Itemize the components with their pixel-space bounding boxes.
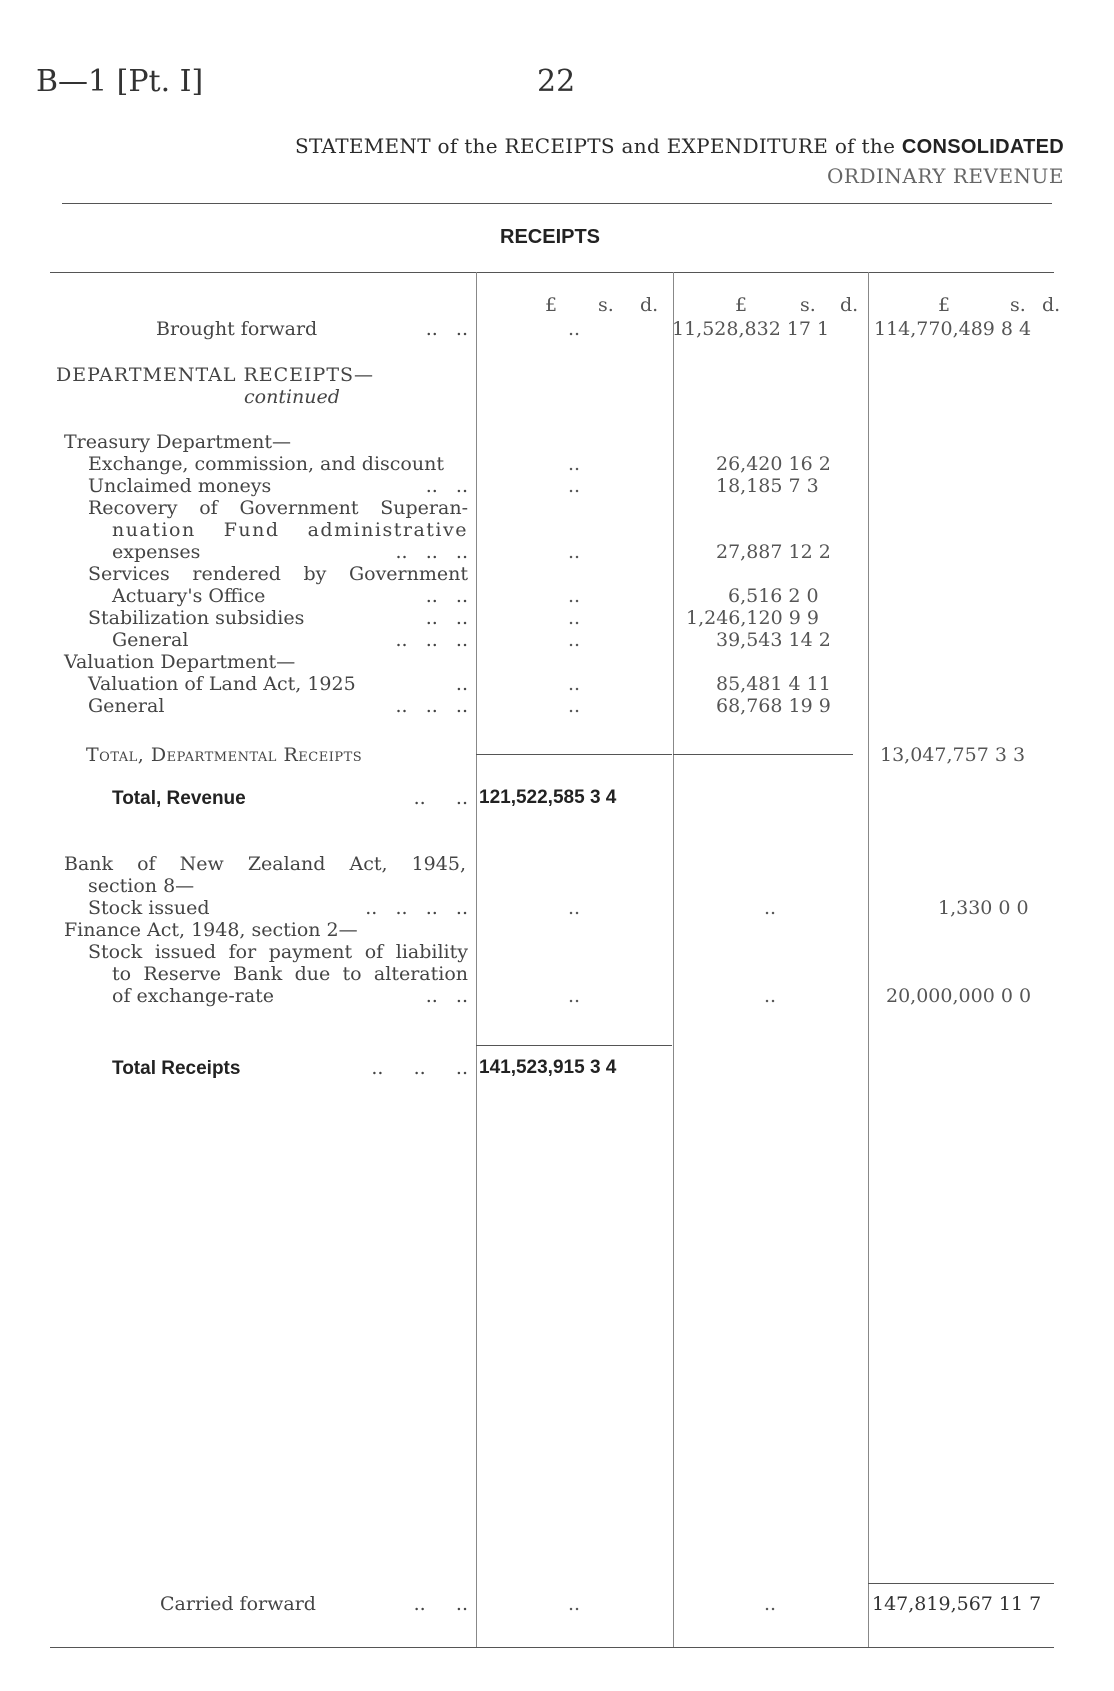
row-label	[88, 673, 468, 695]
carried-forward-label: Carried forward	[160, 1593, 316, 1615]
total-receipts-col1: 141,523,915 3 4	[479, 1057, 617, 1078]
col3-shilling-header: s.	[1010, 294, 1026, 316]
carried-forward-col3: 147,819,567 11 7	[872, 1593, 1042, 1615]
bank-act-line1: Bank of New Zealand Act, 1945,	[64, 853, 466, 875]
unclaimed-col1: ..	[568, 475, 581, 497]
stock-payment-col2: ..	[764, 985, 777, 1007]
carried-forward-col2: ..	[764, 1593, 777, 1615]
recovery-label-line2: nuation Fund administrative	[112, 519, 468, 541]
brought-forward-col2: 11,528,832 17 1	[672, 318, 830, 340]
valuation-land-col2: 85,481 4 11	[716, 673, 831, 695]
stock-payment-col1: ..	[568, 985, 581, 1007]
stock-payment-line2: to Reserve Bank due to alteration	[112, 963, 468, 985]
services-label-line1: Services rendered by Government	[88, 563, 468, 585]
leader-dots: .. ..	[425, 318, 468, 340]
row-label	[112, 787, 468, 810]
title-rule	[62, 203, 1052, 204]
column-divider-2	[673, 272, 674, 1647]
page-number: 22	[537, 64, 576, 99]
leader-dots: .. ..	[425, 985, 468, 1007]
general-treasury-col2: 39,543 14 2	[716, 629, 831, 651]
leader-dots: .. ..	[425, 585, 468, 607]
leader-dots: .. ..	[413, 787, 468, 809]
stabilization-col1: ..	[568, 607, 581, 629]
statement-title	[295, 134, 1064, 159]
row-label	[112, 629, 468, 651]
total-departmental-label: Total, Departmental Receipts	[86, 744, 363, 766]
row-label	[88, 475, 468, 497]
leader-dots: .. ..	[425, 607, 468, 629]
unclaimed-col2: 18,185 7 3	[716, 475, 819, 497]
stock-payment-line3: of exchange-rate	[112, 985, 275, 1007]
leader-dots: .. .. ..	[395, 629, 468, 651]
statement-subtitle: ORDINARY REVENUE	[827, 164, 1064, 188]
total-receipts-label: Total Receipts	[112, 1058, 241, 1079]
carried-forward-col1: ..	[568, 1593, 581, 1615]
document-reference: B—1 [Pt. I]	[36, 64, 204, 99]
subtotal-rule-col1	[476, 754, 672, 755]
leader-dots: ..	[455, 673, 468, 695]
services-col1: ..	[568, 585, 581, 607]
column-divider-1	[476, 272, 477, 1647]
treasury-heading: Treasury Department—	[64, 431, 291, 453]
row-label	[88, 607, 468, 629]
stabilization-col2: 1,246,120 9 9	[686, 607, 819, 629]
row-label	[88, 897, 468, 919]
general-valuation-label: General	[88, 695, 165, 717]
services-col2: 6,516 2 0	[728, 585, 819, 607]
general-treasury-col1: ..	[568, 629, 581, 651]
finance-act-heading: Finance Act, 1948, section 2—	[64, 919, 358, 941]
brought-forward-col1: ..	[568, 318, 581, 340]
departmental-heading: DEPARTMENTAL RECEIPTS—	[56, 364, 375, 386]
brought-forward-col3: 114,770,489 8 4	[874, 318, 1032, 340]
total-departmental-col3: 13,047,757 3 3	[880, 744, 1026, 766]
brought-forward-label: Brought forward	[156, 318, 318, 340]
bank-act-line2: section 8—	[88, 875, 195, 897]
carried-forward-rule	[868, 1583, 1054, 1584]
valuation-land-label: Valuation of Land Act, 1925	[88, 673, 356, 695]
stabilization-label: Stabilization subsidies	[88, 607, 305, 629]
valuation-land-col1: ..	[568, 673, 581, 695]
statement-title-main: STATEMENT of the RECEIPTS and EXPENDITURE of the	[295, 134, 896, 158]
row-label	[112, 541, 468, 563]
col1-shilling-header: s.	[598, 294, 614, 316]
exchange-col1: ..	[568, 453, 581, 475]
row-label	[58, 1593, 468, 1615]
leader-dots: .. .. ..	[395, 695, 468, 717]
total-revenue-label: Total, Revenue	[112, 788, 246, 809]
row-label	[58, 318, 468, 340]
column-divider-3	[868, 272, 869, 1647]
total-revenue-col1: 121,522,585 3 4	[479, 787, 617, 808]
valuation-heading: Valuation Department—	[64, 651, 296, 673]
recovery-col1: ..	[568, 541, 581, 563]
services-label-line2: Actuary's Office	[112, 585, 266, 607]
stock-payment-line1: Stock issued for payment of liability	[88, 941, 468, 963]
footer-rule	[50, 1647, 1054, 1648]
section-heading: RECEIPTS	[500, 226, 601, 248]
row-label	[88, 453, 468, 475]
row-label	[112, 985, 468, 1007]
unclaimed-label: Unclaimed moneys	[88, 475, 272, 497]
general-valuation-col2: 68,768 19 9	[716, 695, 831, 717]
general-treasury-label: General	[112, 629, 189, 651]
row-label	[112, 1057, 468, 1080]
leader-dots: .. .. .. ..	[365, 897, 468, 919]
leader-dots: .. .. ..	[395, 541, 468, 563]
recovery-label-line1: Recovery of Government Superan-	[88, 497, 468, 519]
recovery-label-line3: expenses	[112, 541, 201, 563]
col3-pence-header: d.	[1042, 294, 1061, 316]
exchange-label: Exchange, commission, and discount	[88, 453, 444, 475]
exchange-col2: 26,420 16 2	[716, 453, 831, 475]
stock-payment-col3: 20,000,000 0 0	[886, 985, 1032, 1007]
stock-issued-col3: 1,330 0 0	[938, 897, 1029, 919]
leader-dots: .. ..	[413, 1593, 468, 1615]
col2-pence-header: d.	[840, 294, 859, 316]
header-rule	[50, 272, 1054, 273]
col1-pence-header: d.	[640, 294, 659, 316]
col1-pound-header: £	[545, 294, 558, 316]
general-valuation-col1: ..	[568, 695, 581, 717]
col2-shilling-header: s.	[800, 294, 816, 316]
leader-dots: .. .. ..	[371, 1057, 468, 1079]
col2-pound-header: £	[735, 294, 748, 316]
leader-dots: .. ..	[425, 475, 468, 497]
statement-title-bold: CONSOLIDATED	[901, 136, 1064, 158]
stock-issued-col1: ..	[568, 897, 581, 919]
departmental-continued: continued	[244, 386, 340, 408]
col3-pound-header: £	[938, 294, 951, 316]
stock-issued-col2: ..	[764, 897, 777, 919]
stock-issued-label: Stock issued	[88, 897, 210, 919]
total-receipts-rule	[476, 1045, 672, 1046]
recovery-col2: 27,887 12 2	[716, 541, 831, 563]
subtotal-rule-col2	[673, 754, 853, 755]
row-label	[112, 585, 468, 607]
row-label	[88, 695, 468, 717]
